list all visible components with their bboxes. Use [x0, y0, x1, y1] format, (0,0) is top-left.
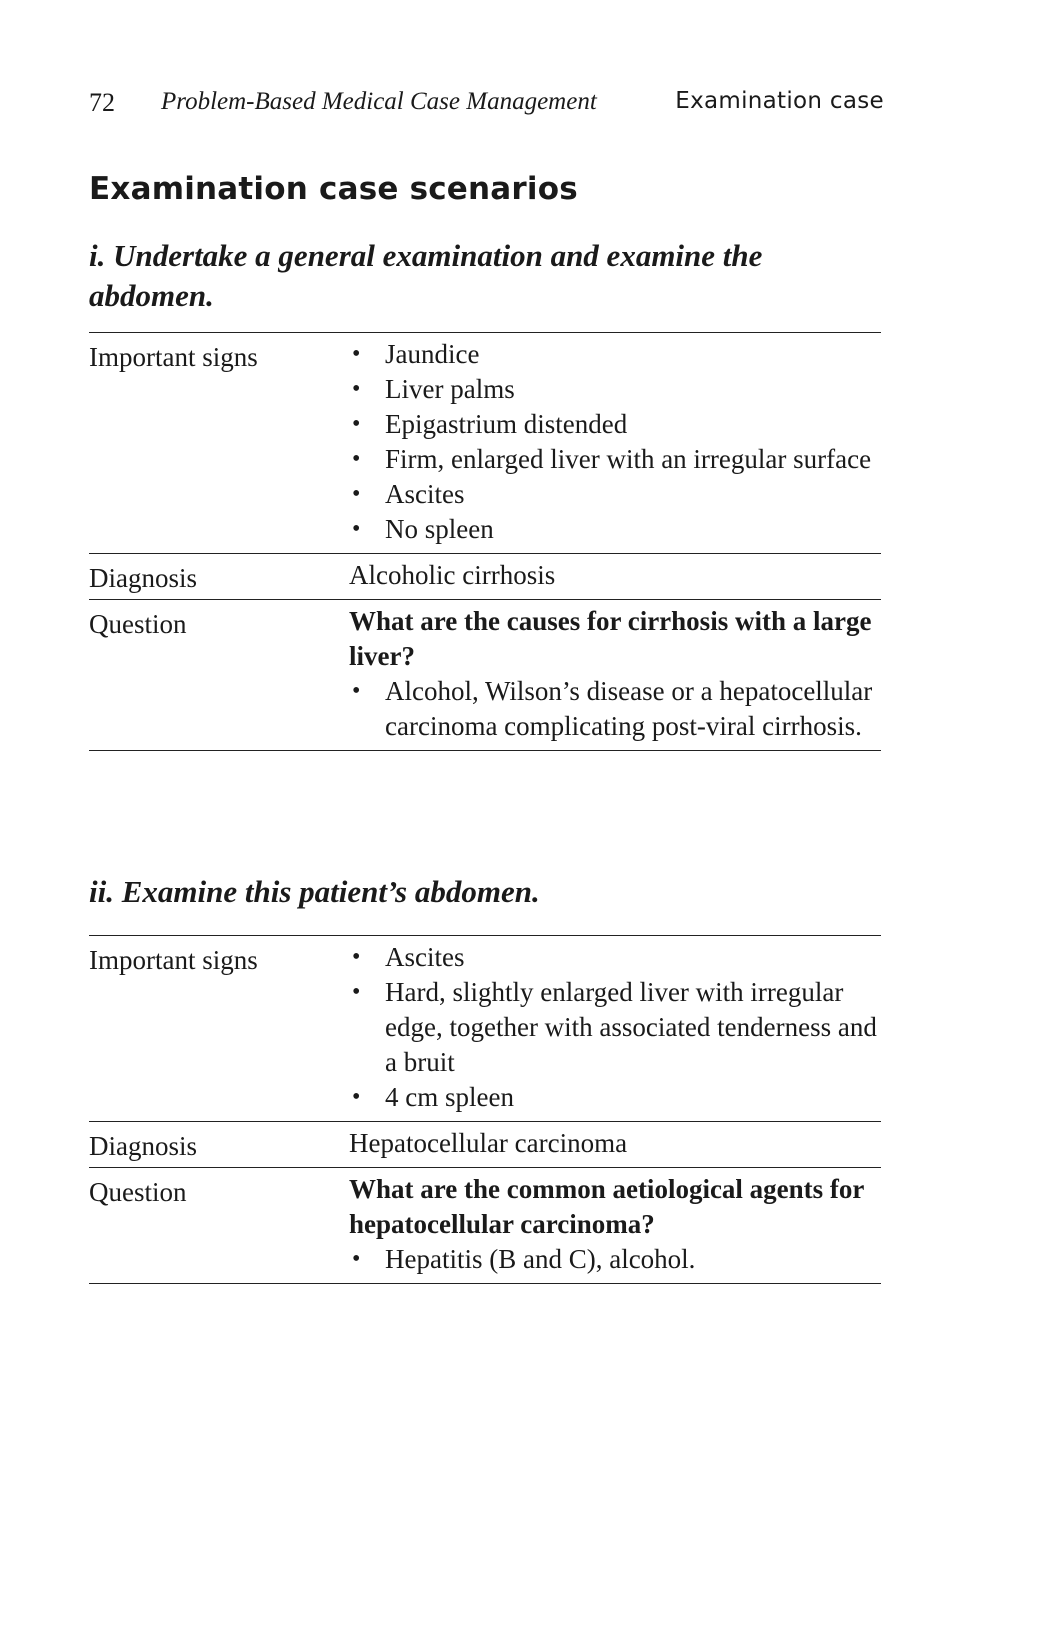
question-row — [89, 1167, 881, 1284]
important-signs-list — [349, 940, 881, 1115]
list-item: • No spleen — [349, 512, 881, 547]
section-name: Examination case — [675, 88, 884, 114]
diagnosis-value: Hepatocellular carcinoma — [349, 1128, 628, 1158]
page-header — [89, 88, 884, 128]
question-text: What are the common aetiological agents for hepatocellular carcinoma? — [349, 1174, 864, 1239]
important-signs-body — [349, 333, 881, 553]
important-signs-label: Important signs — [89, 342, 258, 372]
important-signs-list — [349, 337, 881, 547]
important-signs-row — [89, 935, 881, 1121]
important-signs-row — [89, 332, 881, 553]
case-2-table — [89, 935, 881, 1284]
question-label: Question — [89, 609, 187, 639]
important-signs-label: Important signs — [89, 945, 258, 975]
question-body — [349, 600, 881, 750]
question-text: What are the causes for cirrhosis with a large liver? — [349, 606, 872, 671]
case-1-table — [89, 332, 881, 751]
question-label: Question — [89, 1177, 187, 1207]
diagnosis-label: Diagnosis — [89, 1131, 197, 1161]
answer-list — [349, 674, 881, 744]
important-signs-body — [349, 936, 881, 1121]
diagnosis-label: Diagnosis — [89, 563, 197, 593]
list-item: • Ascites — [349, 940, 881, 975]
list-item: • Epigastrium distended — [349, 407, 881, 442]
list-item: • Hepatitis (B and C), alcohol. — [349, 1242, 881, 1277]
list-item: • Jaundice — [349, 337, 881, 372]
list-item: • Ascites — [349, 477, 881, 512]
answer-list — [349, 1242, 881, 1277]
book-title: Problem-Based Medical Case Management — [161, 88, 597, 115]
case-1-title: i. Undertake a general examination and examine the abdomen. — [89, 238, 763, 313]
question-row — [89, 599, 881, 751]
case-2-title: ii. Examine this patient’s abdomen. — [89, 874, 540, 909]
list-item: • Liver palms — [349, 372, 881, 407]
diagnosis-row — [89, 553, 881, 599]
page-heading: Examination case scenarios — [89, 171, 578, 207]
list-item: • Firm, enlarged liver with an irregular surface — [349, 442, 881, 477]
list-item: • Hard, slightly enlarged liver with irregular edge, together with associated tenderness and a bruit — [349, 975, 881, 1080]
diagnosis-value: Alcoholic cirrhosis — [349, 560, 556, 590]
question-body — [349, 1168, 881, 1283]
list-item: • 4 cm spleen — [349, 1080, 881, 1115]
page-number: 72 — [89, 88, 115, 117]
list-item: • Alcohol, Wilson’s disease or a hepatocellular carcinoma complicating post-viral cirrhosis. — [349, 674, 881, 744]
diagnosis-row — [89, 1121, 881, 1167]
